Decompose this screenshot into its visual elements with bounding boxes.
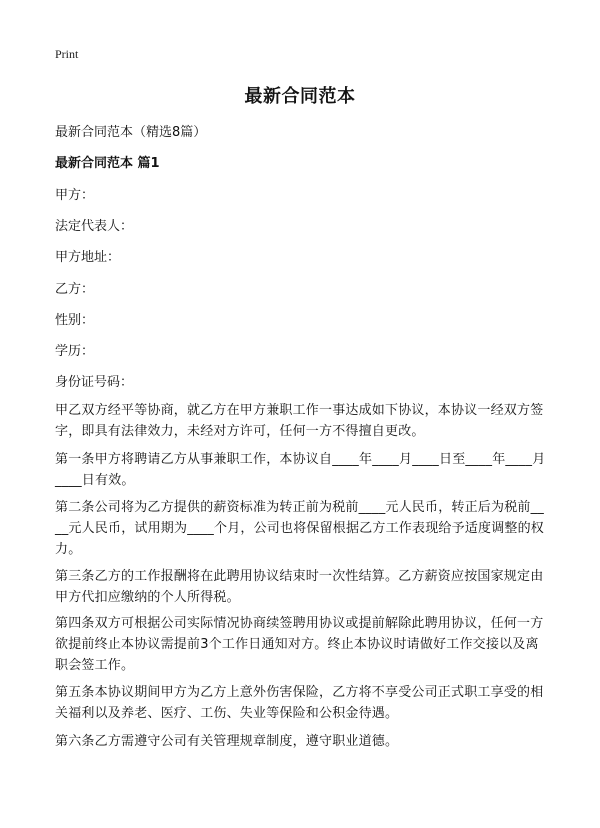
field-party-a: 甲方：: [55, 188, 95, 203]
field-id-number: 身份证号码：: [55, 375, 134, 390]
paragraph-article-2: 第二条公司将为乙方提供的薪资标准为转正前为税前____元人民币，转正后为税前____元人民币，试用期为____个月，公司也将保留根据乙方工作表现给予适度调整的权力。: [55, 500, 545, 557]
field-party-b: 乙方：: [55, 282, 95, 297]
paragraph-article-6: 第六条乙方需遵守公司有关管理规章制度，遵守职业道德。: [55, 734, 399, 749]
field-gender: 性别：: [55, 313, 95, 328]
document-subtitle: 最新合同范本（精选8篇）: [55, 125, 207, 140]
field-party-a-address: 甲方地址：: [55, 250, 121, 265]
document-title: 最新合同范本: [244, 86, 356, 107]
section-heading: 最新合同范本 篇1: [55, 156, 160, 171]
print-label[interactable]: Print: [55, 47, 79, 61]
paragraph-article-1: 第一条甲方将聘请乙方从事兼职工作，本协议自____年____月____日至____年____月____日有效。: [55, 452, 546, 488]
paragraph-article-4: 第四条双方可根据公司实际情况协商续签聘用协议或提前解除此聘用协议，任何一方欲提前终止本协议需提前3个工作日通知对方。终止本协议时请做好工作交接以及离职会签工作。: [55, 616, 544, 673]
field-education: 学历：: [55, 344, 95, 359]
paragraph-article-3: 第三条乙方的工作报酬将在此聘用协议结束时一次性结算。乙方薪资应按国家规定由甲方代扣应缴纳的个人所得税。: [55, 569, 544, 605]
field-legal-representative: 法定代表人：: [55, 219, 134, 234]
paragraph-agreement-intro: 甲乙双方经平等协商，就乙方在甲方兼职工作一事达成如下协议，本协议一经双方签字，即具有法律效力，未经对方许可，任何一方不得擅自更改。: [55, 403, 544, 439]
paragraph-article-5: 第五条本协议期间甲方为乙方上意外伤害保险，乙方将不享受公司正式职工享受的相关福利以及养老、医疗、工伤、失业等保险和公积金待遇。: [55, 685, 544, 721]
